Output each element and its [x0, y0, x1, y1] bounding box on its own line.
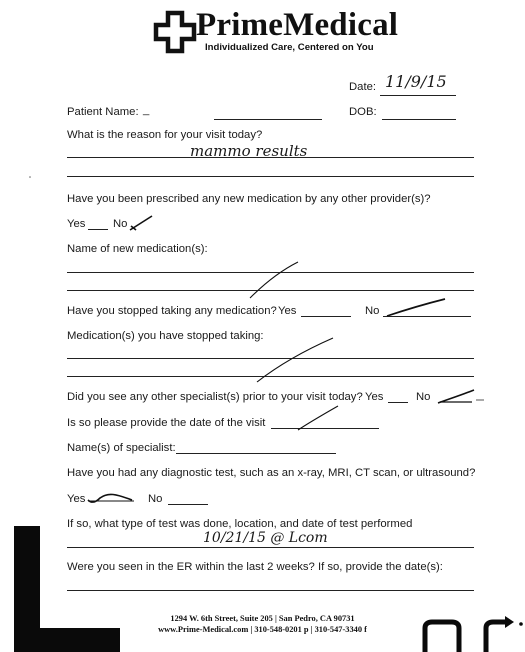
stopped-question: Have you stopped taking any medication? — [67, 305, 277, 317]
prescribed-yes-label: Yes — [67, 218, 86, 230]
specialist-yes-label: Yes — [365, 391, 384, 403]
diagnostic-yes-label: Yes — [67, 493, 86, 505]
patient-name-label: Patient Name: — [67, 106, 139, 118]
footer-address: 1294 W. 6th Street, Suite 205 | San Pedro, CA 90731 — [170, 614, 355, 623]
brand-tagline: Individualized Care, Centered on You — [205, 42, 374, 53]
test-type-answer: 10/21/15 @ Lcom — [203, 530, 328, 546]
prescribed-no-label: No — [113, 218, 128, 230]
date-value: 11/9/15 — [385, 72, 447, 91]
reason-answer: mammo results — [190, 142, 308, 160]
specialist-name-label: Name(s) of specialist: — [67, 442, 176, 454]
footer-contact: www.Prime-Medical.com | 310-548-0201 p | 310-547-3340 f — [158, 625, 367, 634]
new-medication-label: Name of new medication(s): — [67, 243, 208, 255]
prescribed-question: Have you been prescribed any new medication by any other provider(s)? — [67, 193, 431, 205]
test-type-question: If so, what type of test was done, location, and date of test performed — [67, 518, 413, 530]
diagnostic-no-label: No — [148, 493, 163, 505]
stopped-no-label: No — [365, 305, 380, 317]
brand-name: PrimeMedical — [196, 7, 399, 43]
dob-label: DOB: — [349, 106, 377, 118]
date-label: Date: — [349, 81, 377, 93]
patient-name-value: _ — [143, 104, 150, 116]
specialist-no-label: No — [416, 391, 431, 403]
stopped-yes-label: Yes — [278, 305, 297, 317]
stopped-list-label: Medication(s) you have stopped taking: — [67, 330, 264, 342]
diagnostic-question: Have you had any diagnostic test, such as an x-ray, MRI, CT scan, or ultrasound? — [67, 467, 476, 479]
er-question: Were you seen in the ER within the last 2 weeks? If so, provide the date(s): — [67, 561, 443, 573]
specialist-question: Did you see any other specialist(s) prior to your visit today? — [67, 391, 363, 403]
visit-date-question: Is so please provide the date of the visit — [67, 417, 266, 429]
reason-question: What is the reason for your visit today? — [67, 129, 263, 141]
